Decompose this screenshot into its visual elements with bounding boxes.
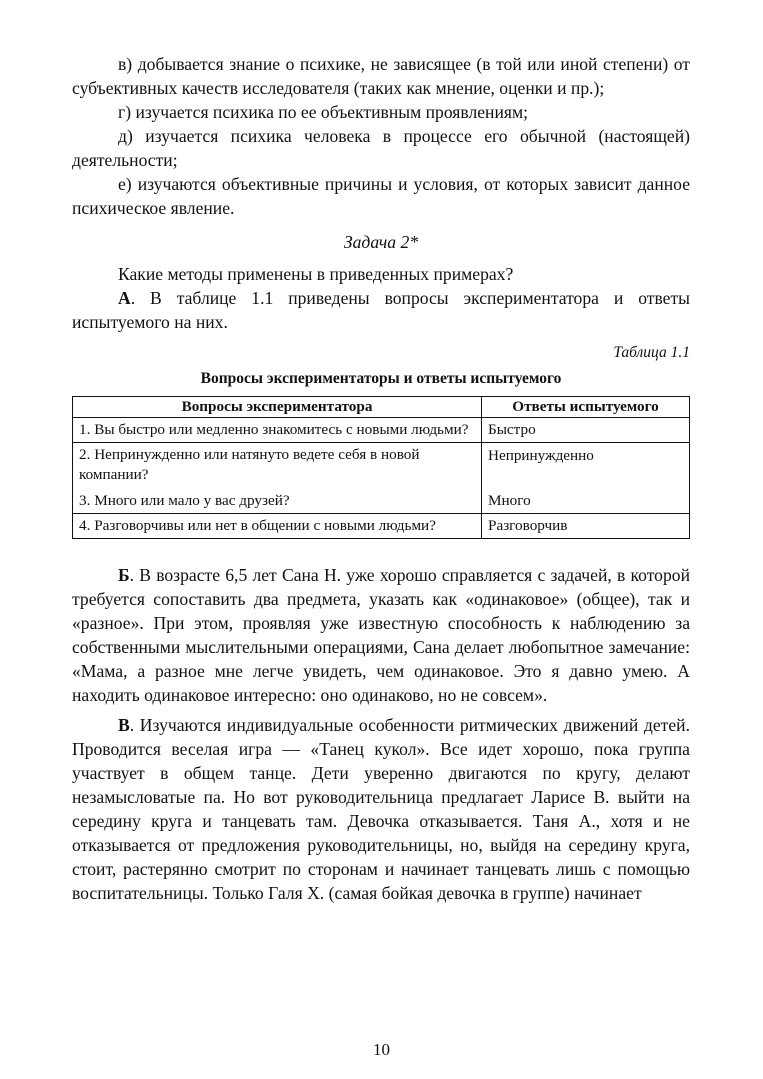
section-a-letter: А	[118, 288, 131, 308]
section-b-letter: Б	[118, 565, 130, 585]
paragraph-d-item: д) изучается психика человека в процессе его обычной (настоящей) деятельности;	[72, 126, 690, 170]
table-cell-question: 4. Разговорчивы или нет в общении с новыми людьми?	[73, 514, 482, 539]
table-cell-question: 1. Вы быстро или медленно знакомитесь с новыми людьми?	[73, 418, 482, 443]
table-header-questions: Вопросы экспериментатора	[73, 397, 482, 418]
section-v-paragraph	[72, 713, 690, 905]
table-cell-question-group	[73, 443, 482, 514]
table-header-answers: Ответы испытуемого	[482, 397, 690, 418]
section-a-paragraph	[72, 286, 690, 334]
section-v-letter: В	[118, 715, 130, 735]
table-title: Вопросы экспериментаторы и ответы испытуемого	[200, 370, 562, 387]
section-v-text: . Изучаются индивидуальные особенности ритмических движений детей. Проводится веселая игра — «Танец кукол». Все идет хорошо, пока группа участвует в общем танце. Дети уверенно двигаются по кругу, делают незамысловатые па. Но вот руководительница предлагает Ларисе В. выйти на середину круга и танцевать там. Девочка отказывается. Таня А., хотя и не отказывается от предложения руководительницы, но, выйдя на середину круга, стоит, растерянно смотрит по сторонам и начинает танцевать лишь с помощью воспитательницы. Только Галя Х. (самая бойкая девочка в группе) начинает	[72, 715, 690, 903]
table-cell-answer: Много	[488, 492, 531, 509]
task-heading: Задача 2*	[343, 232, 419, 252]
table-cell-answer-group	[482, 443, 690, 514]
table-header-row	[73, 397, 690, 418]
section-b-paragraph	[72, 563, 690, 707]
section-b-text: . В возрасте 6,5 лет Сана Н. уже хорошо справляется с задачей, в которой требуется сопоставить два предмета, указать как «одинаковое» (общее), так и «разное». При этом, проявляя уже известную способность к наблюдению за собственными мыслительными операциями, Сана делает любопытное замечание: «Мама, а разное мне легче увидеть, чем одинаковое. Это я давно умею. А находить одинаковое интересно: оно одинаково, но не совсем».	[72, 565, 690, 705]
table-cell-answer: Разговорчив	[482, 514, 690, 539]
table-cell-question: 3. Много или мало у вас друзей?	[79, 492, 290, 509]
section-a-text: . В таблице 1.1 приведены вопросы экспериментатора и ответы испытуемого на них.	[72, 288, 690, 332]
table-row	[73, 443, 690, 514]
table-number: Таблица 1.1	[613, 344, 690, 361]
table-cell-question: 2. Непринужденно или натянуто ведете себя в новой компании?	[79, 446, 420, 483]
paragraph-v-item: в) добывается знание о психике, не зависящее (в той или иной степени) от субъективных качеств исследователя (таких как мнение, оценки и пр.);	[72, 54, 690, 98]
questions-table	[72, 396, 690, 539]
table-cell-answer: Непринужденно	[488, 447, 594, 464]
table-row	[73, 514, 690, 539]
table-row	[73, 418, 690, 443]
page-content	[72, 52, 690, 905]
paragraph-g-item: г) изучается психика по ее объективным проявлениям;	[118, 102, 528, 122]
task-question: Какие методы применены в приведенных примерах?	[118, 264, 514, 284]
paragraph-e-item: е) изучаются объективные причины и условия, от которых зависит данное психическое явление.	[72, 174, 690, 218]
table-cell-answer: Быстро	[482, 418, 690, 443]
page-number: 10	[373, 1040, 390, 1059]
